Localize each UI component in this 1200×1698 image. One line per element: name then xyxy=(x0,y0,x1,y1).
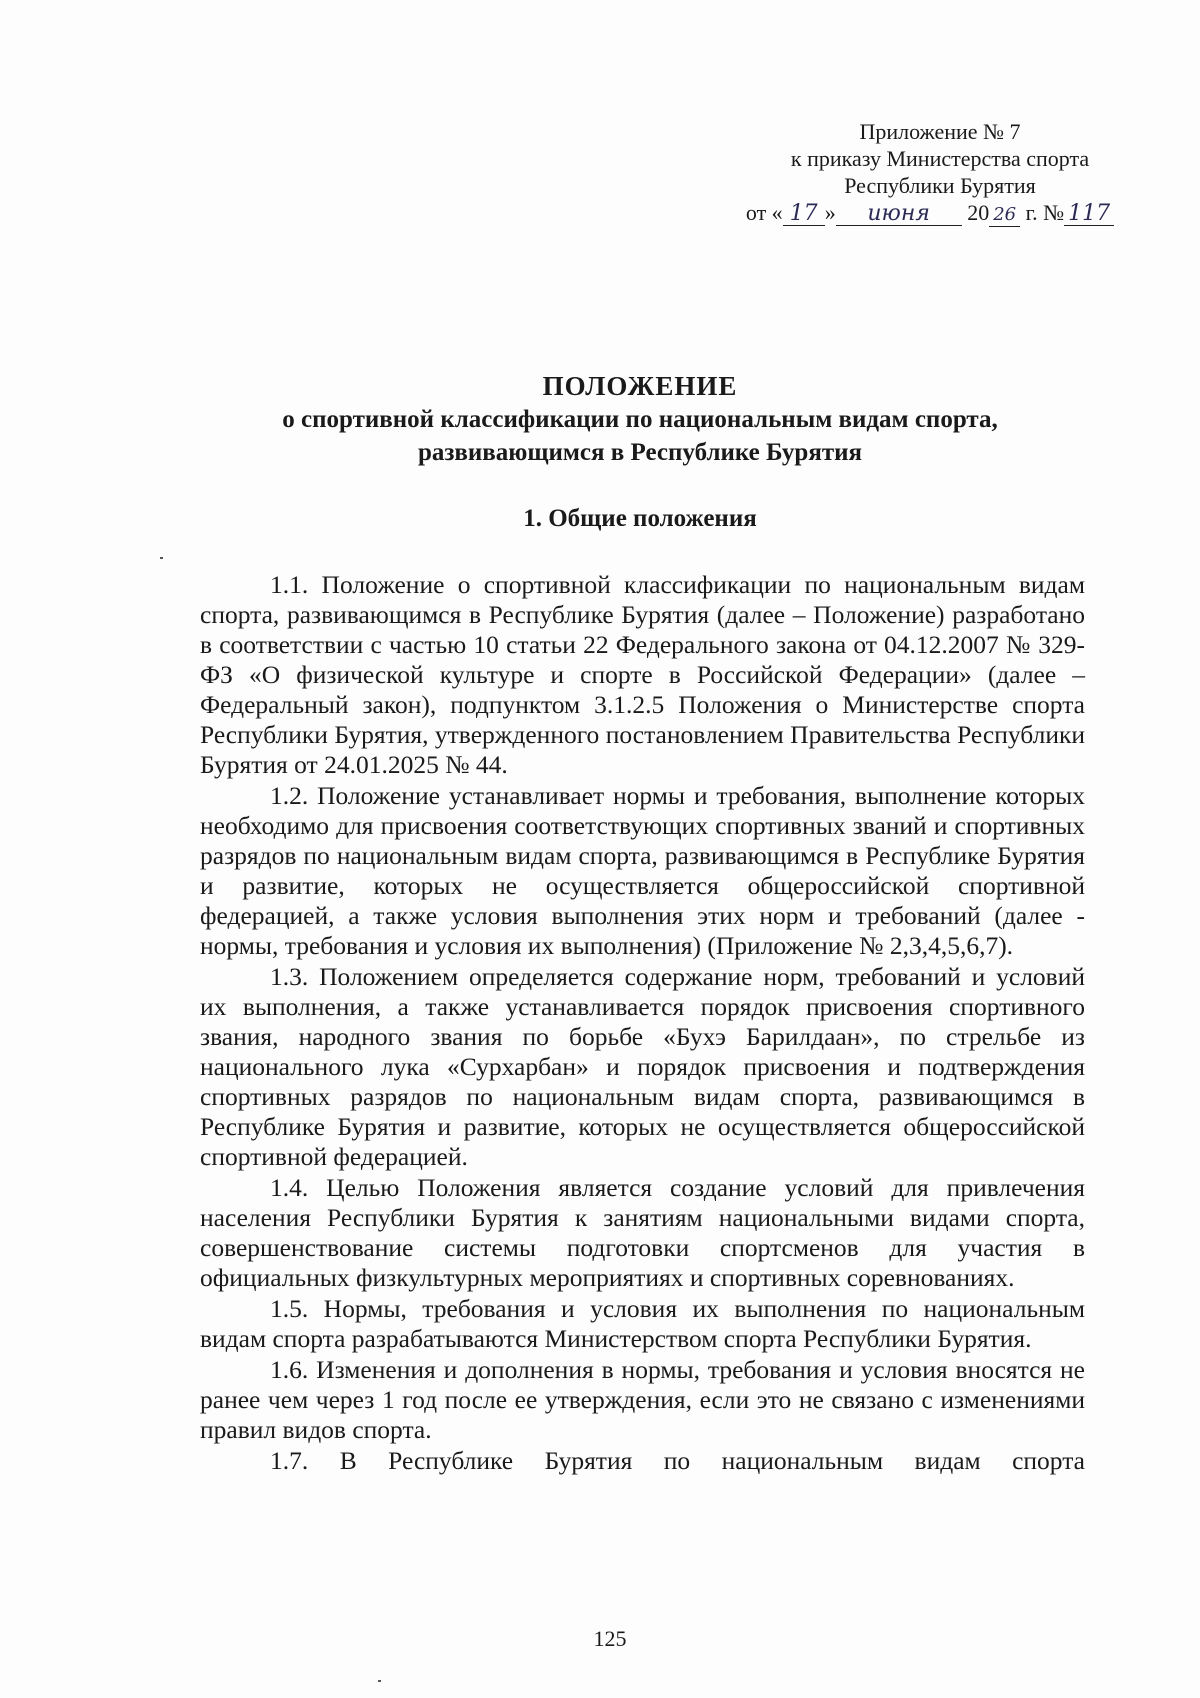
year-prefix: 20 xyxy=(967,200,990,225)
paragraph-1-3: 1.3. Положением определяется содержание норм, требований и условий их выполнения, а также устанавливается порядок присвоения спортивного звания, народного звания по борьбе «Бухэ Барилдаан», по стрельбе из национального лука «Сурхарбан» и порядок присвоения и подтверждения спортивных разрядов по национальным видам спорта, развивающимся в Республике Бурятия и развитие, которых не осуществляется общероссийской спортивной федерацией. xyxy=(200,962,1085,1171)
title-sub-1: о спортивной классификации по национальным видам спорта, xyxy=(282,406,998,433)
appendix-header xyxy=(740,118,1140,227)
year-tail: г. № xyxy=(1020,200,1065,225)
appendix-number: Приложение № 7 xyxy=(859,119,1021,144)
date-prefix: от « xyxy=(745,200,783,225)
paragraph-1-2: 1.2. Положение устанавливает нормы и требования, выполнение которых необходимо для присвоения соответствующих спортивных званий и спортивных разрядов по национальным видам спорта, развивающимся в Республике Бурятия и развитие, которых не осуществляется общероссийской спортивной федерацией, а также условия выполнения этих норм и требований (далее - нормы, требования и условия их выполнения) (Приложение № 2,3,4,5,6,7). xyxy=(200,781,1085,960)
paragraph-1-1: 1.1. Положение о спортивной классификации по национальным видам спорта, развивающимся в Республике Бурятия (далее – Положение) разработано в соответствии с частью 10 статьи 22 Федерального закона от 04.12.2007 № 329-ФЗ «О физической культуре и спорте в Российской Федерации» (далее – Федеральный закон), подпунктом 3.1.2.5 Положения о Министерстве спорта Республики Бурятия, утвержденного постановлением Правительства Республики Бурятия от 24.01.2025 № 44. xyxy=(200,570,1085,779)
body-text xyxy=(200,570,1085,1477)
paragraph-1-4: 1.4. Целью Положения является создание условий для привлечения населения Республики Бурятия к занятиям национальными видами спорта, совершенствование системы подготовки спортсменов для участия в официальных физкультурных мероприятиях и спортивных соревнованиях. xyxy=(200,1173,1085,1292)
appendix-republic: Республики Бурятия xyxy=(844,173,1036,198)
section-heading: 1. Общие положения xyxy=(523,505,757,532)
page-number: 125 xyxy=(593,1626,627,1651)
paragraph-1-7: 1.7. В Республике Бурятия по национальным видам спорта xyxy=(270,1446,1085,1475)
handwritten-month: июня xyxy=(836,203,962,226)
document-title xyxy=(180,370,1100,469)
appendix-order-ref: к приказу Министерства спорта xyxy=(790,146,1090,171)
scan-artifact xyxy=(378,1680,381,1682)
scan-artifact xyxy=(160,557,163,559)
date-mid: » xyxy=(824,200,836,225)
appendix-date-line xyxy=(720,199,1140,227)
title-sub-2: развивающимся в Республике Бурятия xyxy=(417,439,863,466)
paragraph-1-6: 1.6. Изменения и дополнения в нормы, требования и условия вносятся не ранее чем через 1 год после ее утверждения, если это не связано с изменениями правил видов спорта. xyxy=(200,1355,1085,1444)
handwritten-day: 17 xyxy=(783,203,825,226)
handwritten-order-number: 117 xyxy=(1064,203,1114,226)
paragraph-1-5: 1.5. Нормы, требования и условия их выполнения по национальным видам спорта разрабатываются Министерством спорта Республики Бурятия. xyxy=(200,1294,1085,1353)
handwritten-year: 26 xyxy=(989,204,1020,227)
title-main: ПОЛОЖЕНИЕ xyxy=(542,371,738,401)
